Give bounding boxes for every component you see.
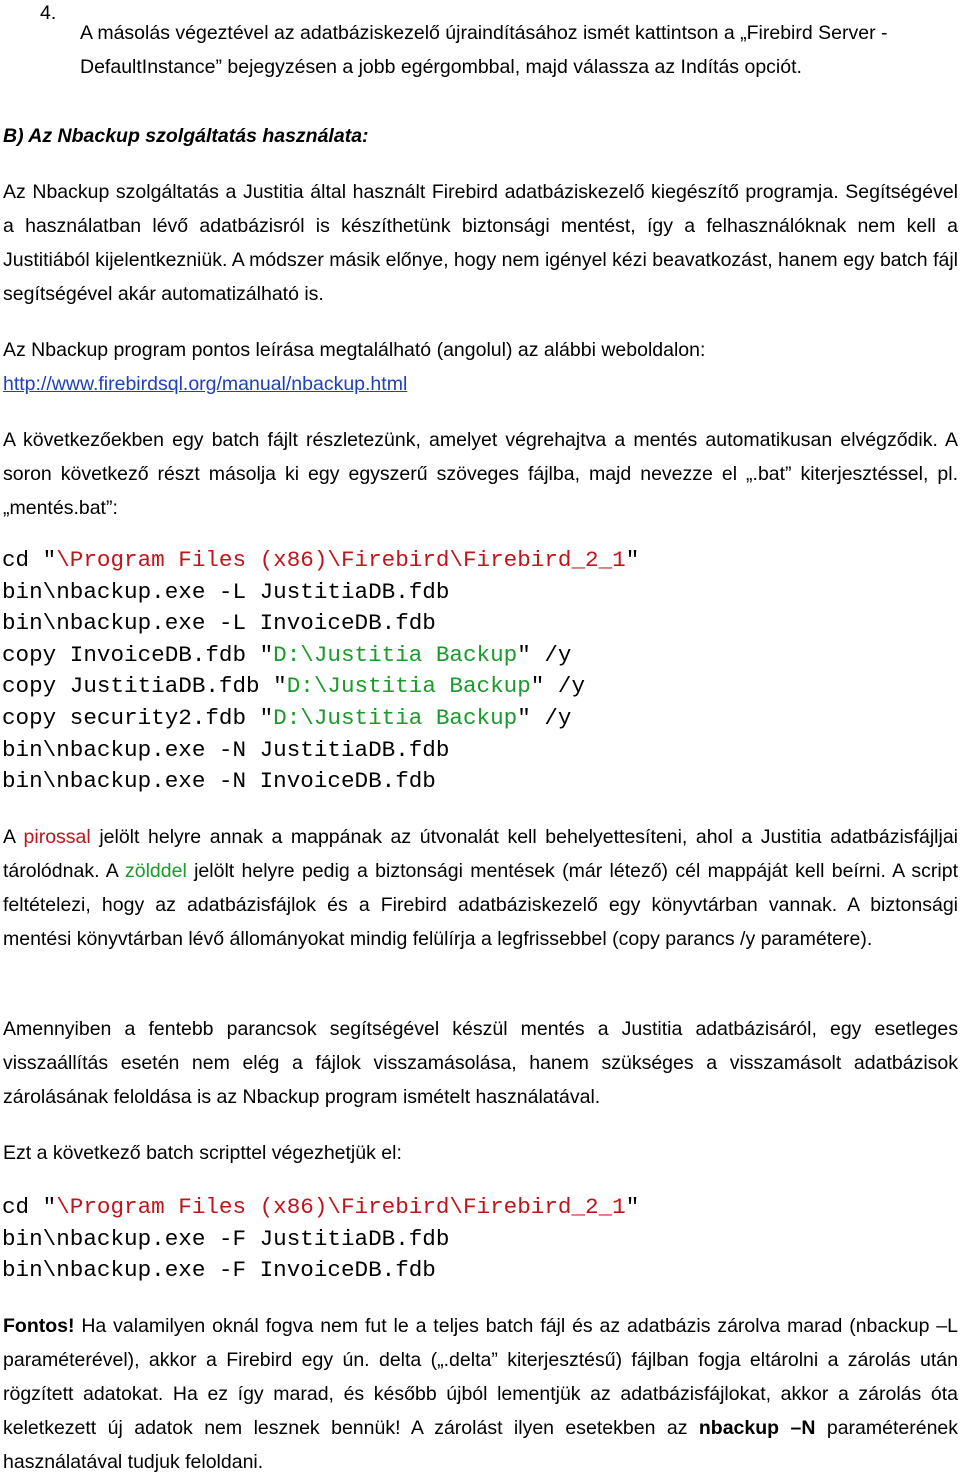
code-line: bin\nbackup.exe -L InvoiceDB.fdb [2, 610, 436, 637]
command-name: nbackup –N [698, 1417, 816, 1439]
nbackup-manual-link[interactable]: http://www.firebirdsql.org/manual/nbackup.html [3, 373, 408, 395]
list-number: 4. [40, 2, 57, 24]
code-line: copy security2.fdb "D:\Justitia Backup" /y [2, 704, 572, 731]
green-path: D:\Justitia Backup [273, 641, 518, 668]
code-line: bin\nbackup.exe -N InvoiceDB.fdb [2, 768, 436, 795]
code-line: cd "\Program Files (x86)\Firebird\Firebird_2_1" [2, 547, 640, 573]
code-line: cd "\Program Files (x86)\Firebird\Firebird_2_1" [2, 1194, 640, 1220]
red-word: pirossal [23, 826, 91, 848]
link-intro-text: Az Nbackup program pontos leírása megtalálható (angolul) az alábbi weboldalon: [3, 339, 706, 361]
red-path: \Program Files (x86)\Firebird\Firebird_2_1 [56, 1194, 626, 1220]
important-paragraph: Fontos! Ha valamilyen oknál fogva nem fut le a teljes batch fájl és az adatbázis zárolva marad (nbackup –L paraméterével), akkor a Firebird egy ún. delta („.delta” kiterjesztésű) fájlban fogja eltárolni a zárolás után rögzített adatokat. Ha ez így marad, és később újból lementjük az adatbázisfájlokat, akkor a zárolás óta keletkezett új adatok nem lesznek bennük! A zárolást ilyen esetekben az nbackup –N paraméterének használatával tudjuk feloldani. [3, 1315, 959, 1473]
code-line: bin\nbackup.exe -F JustitiaDB.fdb [2, 1225, 450, 1252]
code-block-unlock [2, 1192, 958, 1287]
list-item-text: A másolás végeztével az adatbáziskezelő újraindításához ismét kattintson a „Firebird Server - DefaultInstance” bejegyzésen a jobb egérgombbal, majd válassza az Indítás opciót. [80, 21, 888, 78]
red-path: \Program Files (x86)\Firebird\Firebird_2_1 [56, 547, 626, 573]
intro-paragraph: Az Nbackup szolgáltatás a Justitia által használt Firebird adatbáziskezelő kiegészítő programja. Segítségével a használatban lévő adatbázisról is készíthetünk biztonsági mentést, így a felhasználóknak nem kell a Justitiából kijelentkezniük. A módszer másik előnye, hogy nem igényel kézi beavatkozást, hanem egy batch fájl segítségével akár automatizálható is. [3, 181, 958, 305]
important-label: Fontos! [3, 1315, 75, 1337]
script-intro-paragraph: Ezt a következő batch scripttel végezhetjük el: [3, 1142, 402, 1164]
color-explanation-paragraph: A pirossal jelölt helyre annak a mappának az útvonalát kell behelyettesíteni, ahol a Justitia adatbázisfájljai tárolódnak. A zölddel jelölt helyre pedig a biztonsági mentések (már létező) cél mappáját kell beírni. A script feltételezi, hogy az adatbázisfájlok és a Firebird adatbáziskezelő egy könyvtárban vannak. A biztonsági mentési könyvtárban lévő állományokat mindig felülírja a legfrissebbel (copy parancs /y paramétere). [3, 826, 959, 950]
code-line: copy InvoiceDB.fdb "D:\Justitia Backup" /y [2, 641, 572, 668]
code-block-backup [2, 545, 958, 798]
batch-intro-paragraph: A következőekben egy batch fájlt részletezünk, amelyet végrehajtva a mentés automatikusan elvégződik. A soron következő részt másolja ki egy egyszerű szöveges fájlba, majd nevezze el „.bat” kiterjesztéssel, pl. „mentés.bat”: [3, 429, 958, 519]
green-path: D:\Justitia Backup [273, 704, 518, 731]
code-line: bin\nbackup.exe -F InvoiceDB.fdb [2, 1257, 436, 1284]
code-line: bin\nbackup.exe -L JustitiaDB.fdb [2, 578, 450, 605]
restore-paragraph: Amennyiben a fentebb parancsok segítségével készül mentés a Justitia adatbázisáról, egy esetleges visszaállítás esetén nem elég a fájlok visszamásolása, hanem szükséges a visszamásolt adatbázisok zárolásának feloldása is az Nbackup program ismételt használatával. [3, 1018, 958, 1108]
code-line: copy JustitiaDB.fdb "D:\Justitia Backup" /y [2, 673, 586, 700]
green-word: zölddel [124, 860, 187, 882]
green-path: D:\Justitia Backup [286, 673, 531, 700]
code-line: bin\nbackup.exe -N JustitiaDB.fdb [2, 736, 450, 763]
section-heading: B) Az Nbackup szolgáltatás használata: [3, 125, 369, 147]
link-paragraph [3, 333, 958, 401]
list-item-4 [0, 0, 960, 100]
